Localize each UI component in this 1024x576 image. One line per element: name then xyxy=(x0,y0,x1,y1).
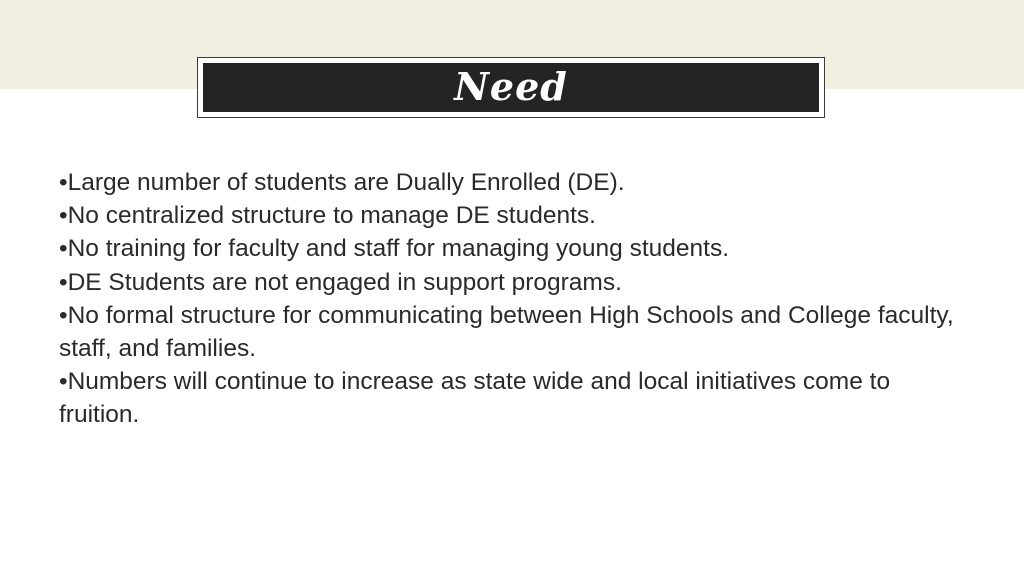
bullet-item: •Numbers will continue to increase as state wide and local initiatives come to fruition. xyxy=(59,368,891,429)
title-box xyxy=(203,63,819,112)
bullet-item: •Large number of students are Dually Enrolled (DE). xyxy=(59,169,625,196)
bullet-item: •No formal structure for communicating between High Schools and College faculty, staff, and families. xyxy=(59,301,954,363)
bullet-item: •No training for faculty and staff for managing young students. xyxy=(59,235,730,263)
slide-title: Need xyxy=(454,63,568,109)
bullet-item: •DE Students are not engaged in support programs. xyxy=(59,268,622,296)
title-frame xyxy=(197,57,825,118)
bullet-item: •No centralized structure to manage DE students. xyxy=(59,202,596,230)
bullet-list xyxy=(59,166,959,432)
